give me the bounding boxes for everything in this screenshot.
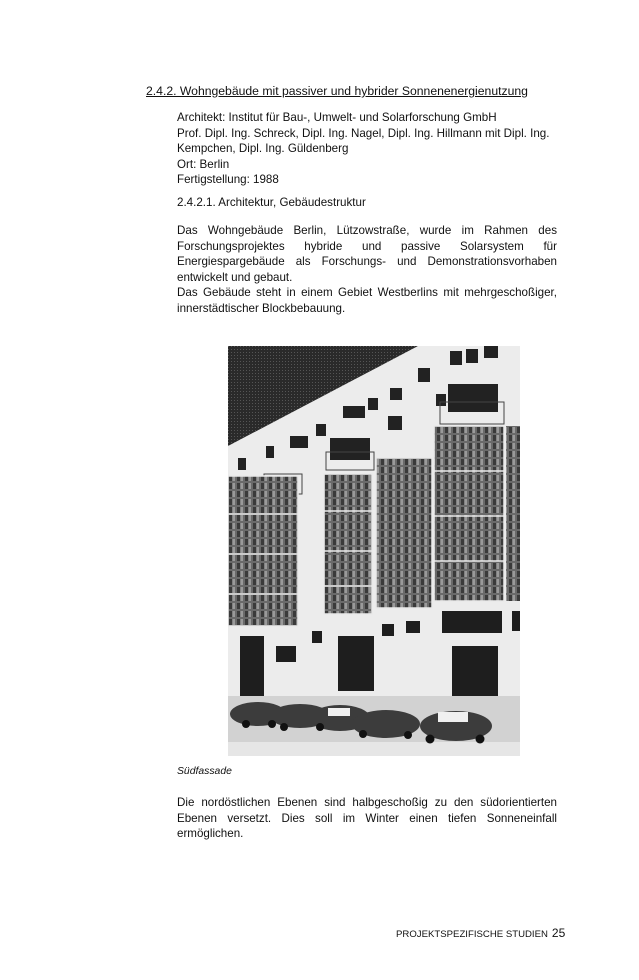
location-line: Ort: Berlin (177, 157, 230, 171)
section-heading: 2.4.2. Wohngebäude mit passiver und hybrider Sonnenenergienutzung (146, 84, 528, 98)
page-footer (396, 926, 565, 940)
subsection-heading: 2.4.2.1. Architektur, Gebäudestruktur (177, 196, 366, 209)
paragraph-location: Das Gebäude steht in einem Gebiet Westberlins mit mehrgeschoßiger, innerstädtischer Blockbebauung. (177, 286, 557, 315)
architects-names-line-2: Kempchen, Dipl. Ing. Güldenberg (177, 142, 349, 156)
completion-line: Fertigstellung: 1988 (177, 173, 279, 187)
architects-names-line: Prof. Dipl. Ing. Schreck, Dipl. Ing. Nagel, Dipl. Ing. Hillmann mit Dipl. Ing. (177, 126, 550, 140)
page-number: 25 (551, 926, 566, 940)
paragraph-intro: Das Wohngebäude Berlin, Lützowstraße, wurde im Rahmen des Forschungsprojektes hybride und passive Solarsystem für Energiespargebäude als Forschungs- und Demonstrationsvorhaben entwickelt und gebaut. (177, 224, 557, 284)
closing-text (177, 795, 557, 842)
photo-caption: Südfassade (177, 766, 232, 777)
project-metadata (177, 110, 557, 188)
paragraph-levels: Die nordöstlichen Ebenen sind halbgeschoßig zu den südorientierten Ebenen versetzt. Dies soll im Winter einen tiefen Sonneneinfall ermöglichen. (177, 796, 557, 841)
architect-line: Architekt: Institut für Bau-, Umwelt- und Solarforschung GmbH (177, 111, 497, 124)
building-photo (228, 346, 520, 756)
intro-text (177, 223, 557, 317)
footer-label: PROJEKTSPEZIFISCHE STUDIEN (396, 929, 548, 940)
